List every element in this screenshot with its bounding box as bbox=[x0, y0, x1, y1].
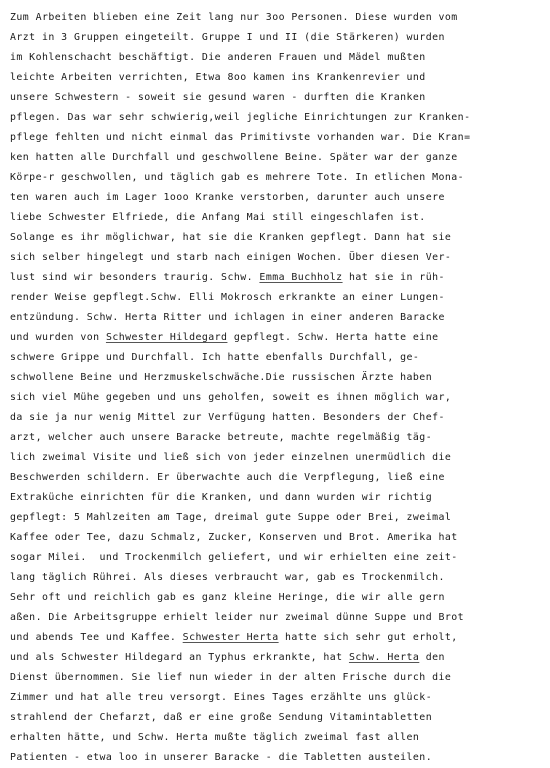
text-line: Dienst übernommen. Sie lief nun wieder in der alten Frische durch die bbox=[10, 672, 452, 683]
text-line: Sehr oft und reichlich gab es ganz kleine Heringe, die wir alle gern bbox=[10, 592, 445, 603]
text-line: sogar Milei. und Trockenmilch geliefert, und wir erhielten eine zeit- bbox=[10, 552, 458, 563]
text-line: Patienten - etwa loo in unserer Baracke - die Tabletten austeilen. bbox=[10, 752, 433, 763]
text-line: Beschwerden schildern. Er überwachte auch die Verpflegung, ließ eine bbox=[10, 472, 445, 483]
text-line: pflege fehlten und nicht einmal das Primitivste vorhanden war. Die Kran= bbox=[10, 132, 471, 143]
text-line: Zimmer und hat alle treu versorgt. Eines Tages erzählte uns glück- bbox=[10, 692, 433, 703]
text-line: sich viel Mühe gegeben und uns geholfen, soweit es ihnen möglich war, bbox=[10, 392, 452, 403]
text-line: und abends Tee und Kaffee. Schwester Herta hatte sich sehr gut erholt, bbox=[10, 632, 458, 643]
text-line: render Weise gepflegt.Schw. Elli Mokrosch erkrankte an einer Lungen- bbox=[10, 292, 445, 303]
text-line: aßen. Die Arbeitsgruppe erhielt leider nur zweimal dünne Suppe und Brot bbox=[10, 612, 465, 623]
text-line: ten waren auch im Lager 1ooo Kranke verstorben, darunter auch unsere bbox=[10, 192, 445, 203]
text-line: Extraküche einrichten für die Kranken, und dann wurden wir richtig bbox=[10, 492, 433, 503]
text-line: Solange es ihr möglichwar, hat sie die Kranken gepflegt. Dann hat sie bbox=[10, 232, 452, 243]
text-line: entzündung. Schw. Herta Ritter und ichlagen in einer anderen Baracke bbox=[10, 312, 445, 323]
text-line: schwere Grippe und Durchfall. Ich hatte ebenfalls Durchfall, ge- bbox=[10, 352, 420, 363]
text-line: schwollene Beine und Herzmuskelschwäche.Die russischen Ärzte haben bbox=[10, 372, 433, 383]
text-line: Zum Arbeiten blieben eine Zeit lang nur 3oo Personen. Diese wurden vom bbox=[10, 12, 458, 23]
text-line: liebe Schwester Elfriede, die Anfang Mai still eingeschlafen ist. bbox=[10, 212, 426, 223]
text-line: Arzt in 3 Gruppen eingeteilt. Gruppe I und II (die Stärkeren) wurden bbox=[10, 32, 445, 43]
text-line: Körpe-r geschwollen, und täglich gab es mehrere Tote. In etlichen Mona- bbox=[10, 172, 465, 183]
text-line: im Kohlenschacht beschäftigt. Die anderen Frauen und Mädel mußten bbox=[10, 52, 426, 63]
text-line: ken hatten alle Durchfall und geschwollene Beine. Später war der ganze bbox=[10, 152, 458, 163]
text-line: unsere Schwestern - soweit sie gesund waren - durften die Kranken bbox=[10, 92, 426, 103]
text-line: pflegen. Das war sehr schwierig,weil jegliche Einrichtungen zur Kranken- bbox=[10, 112, 471, 123]
text-line: gepflegt: 5 Mahlzeiten am Tage, dreimal gute Suppe oder Brei, zweimal bbox=[10, 512, 452, 523]
text-line: sich selber hingelegt und starb nach einigen Wochen. Über diesen Ver- bbox=[10, 252, 452, 263]
text-line: arzt, welcher auch unsere Baracke betreute, machte regelmäßig täg- bbox=[10, 432, 433, 443]
underlined-name: Schwester Hildegard bbox=[105, 332, 228, 343]
text-line: und als Schwester Hildegard an Typhus erkrankte, hat Schw. Herta den bbox=[10, 652, 445, 663]
text-line: da sie ja nur wenig Mittel zur Verfügung hatten. Besonders der Chef- bbox=[10, 412, 445, 423]
text-line: Kaffee oder Tee, dazu Schmalz, Zucker, Konserven und Brot. Amerika hat bbox=[10, 532, 458, 543]
text-line: lang täglich Rührei. Als dieses verbraucht war, gab es Trockenmilch. bbox=[10, 572, 445, 583]
text-line: leichte Arbeiten verrichten, Etwa 8oo kamen ins Krankenrevier und bbox=[10, 72, 426, 83]
text-line: lust sind wir besonders traurig. Schw. Emma Buchholz hat sie in rüh- bbox=[10, 272, 445, 283]
text-line: strahlend der Chefarzt, daß er eine große Sendung Vitamintabletten bbox=[10, 712, 433, 723]
underlined-name: Schw. Herta bbox=[348, 652, 420, 663]
text-line: und wurden von Schwester Hildegard gepflegt. Schw. Herta hatte eine bbox=[10, 332, 439, 343]
underlined-name: Schwester Herta bbox=[182, 632, 279, 643]
text-line: erhalten hätte, und Schw. Herta mußte täglich zweimal fast allen bbox=[10, 732, 420, 743]
document-body bbox=[10, 8, 545, 768]
underlined-name: Emma Buchholz bbox=[259, 272, 343, 283]
text-line: lich zweimal Visite und ließ sich von jeder einzelnen unermüdlich die bbox=[10, 452, 452, 463]
